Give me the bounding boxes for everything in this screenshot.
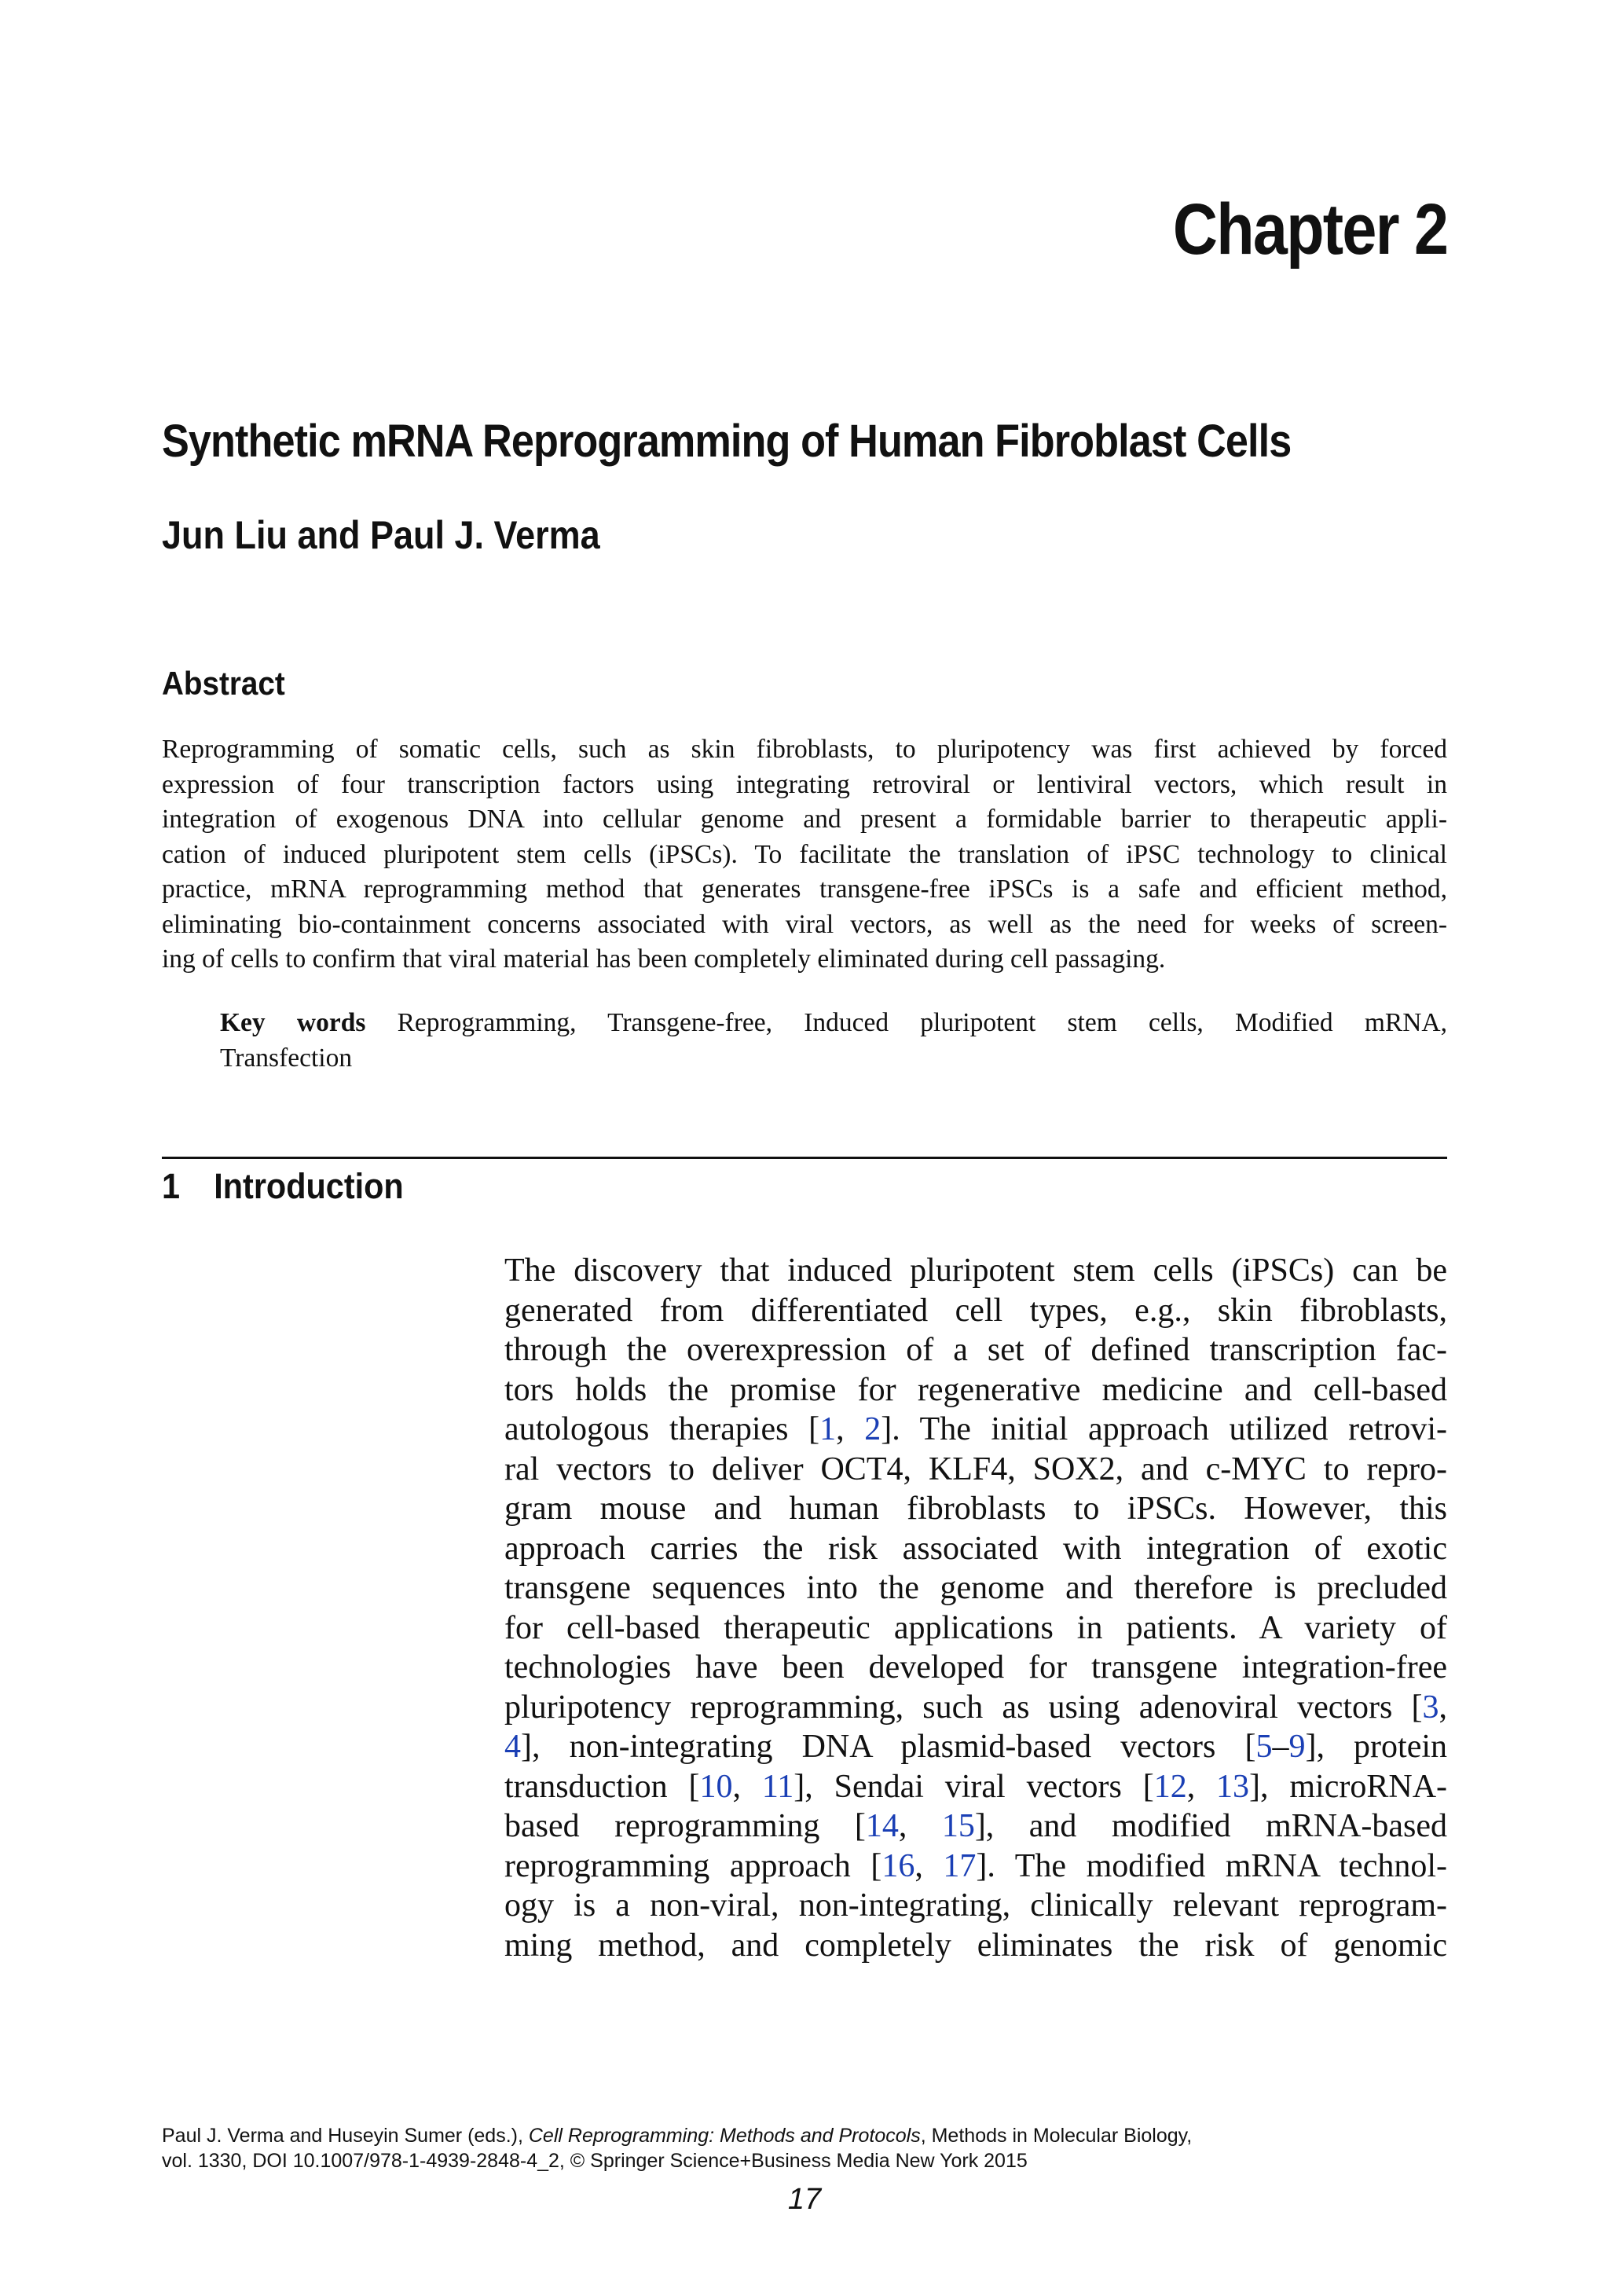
intro-line: for cell-based therapeutic applications in patients. A variety of: [504, 1609, 1447, 1646]
abstract-line: Reprogramming of somatic cells, such as skin fibroblasts, to pluripotency was first achieved by forced: [162, 735, 1447, 764]
intro-line: pluripotency reprogramming, such as using adenoviral vectors [3,: [504, 1689, 1447, 1726]
intro-line: generated from differentiated cell types, e.g., skin fibroblasts,: [504, 1292, 1447, 1329]
intro-line: autologous therapies [1, 2]. The initial approach utilized retrovi-: [504, 1411, 1448, 1447]
abstract-line: practice, mRNA reprogramming method that generates transgene-free iPSCs is a safe and efficient method,: [162, 875, 1447, 904]
abstract-line: ing of cells to confirm that viral material has been completely eliminated during cell passaging.: [162, 944, 1166, 974]
citation-link[interactable]: 3: [1422, 1689, 1439, 1726]
citation-link[interactable]: 4: [504, 1729, 521, 1765]
intro-line: technologies have been developed for transgene integration-free: [504, 1649, 1447, 1685]
abstract-line: integration of exogenous DNA into cellular genome and present a formidable barrier to therapeutic appli-: [162, 805, 1447, 834]
intro-line: ming method, and completely eliminates the risk of genomic: [504, 1927, 1447, 1964]
section-number: 1: [162, 1166, 181, 1206]
footer-line: Paul J. Verma and Huseyin Sumer (eds.), Cell Reprogramming: Methods and Protocols, Methods in Molecular Biology,: [162, 2125, 1193, 2147]
abstract-line: expression of four transcription factors using integrating retroviral or lentiviral vectors, which result in: [162, 769, 1447, 799]
authors: Jun Liu and Paul J. Verma: [162, 513, 600, 557]
keywords-text: Reprogramming, Transgene-free, Induced pluripotent stem cells, Modified mRNA,: [397, 1008, 1447, 1037]
keywords-line: [220, 1006, 1447, 1041]
intro-line: approach carries the risk associated with integration of exotic: [504, 1530, 1447, 1567]
section-title: Introduction: [214, 1166, 404, 1206]
intro-line: through the overexpression of a set of defined transcription fac-: [504, 1332, 1447, 1368]
footer-line: vol. 1330, DOI 10.1007/978-1-4939-2848-4_2, © Springer Science+Business Media New York 2015: [162, 2150, 1028, 2172]
citation-footer: [162, 2123, 1192, 2173]
citation-link[interactable]: 1: [819, 1411, 837, 1447]
keywords: [220, 1006, 1447, 1076]
citation-link[interactable]: 5: [1255, 1729, 1273, 1765]
citation-link[interactable]: 16: [881, 1847, 915, 1884]
intro-line: gram mouse and human fibroblasts to iPSCs. However, this: [504, 1491, 1447, 1527]
citation-link[interactable]: 17: [943, 1847, 977, 1884]
intro-line: 4], non-integrating DNA plasmid-based vectors [5–9], protein: [504, 1729, 1447, 1765]
citation-link[interactable]: 14: [865, 1808, 899, 1844]
citation-link[interactable]: 15: [941, 1808, 975, 1844]
chapter-label: Chapter 2: [1172, 189, 1447, 270]
introduction-body: [504, 1251, 1447, 1965]
intro-line: The discovery that induced pluripotent stem cells (iPSCs) can be: [504, 1253, 1447, 1289]
citation-link[interactable]: 11: [761, 1768, 794, 1805]
citation-link[interactable]: 2: [864, 1411, 881, 1447]
chapter-title: Synthetic mRNA Reprogramming of Human Fibroblast Cells: [162, 416, 1292, 467]
section-rule: [162, 1157, 1447, 1159]
citation-link[interactable]: 13: [1216, 1768, 1250, 1805]
citation-link[interactable]: 9: [1288, 1729, 1306, 1765]
keywords-line: Transfection: [220, 1043, 353, 1073]
book-title: Cell Reprogramming: Methods and Protocols: [528, 2125, 921, 2147]
abstract-heading: Abstract: [162, 665, 285, 702]
intro-line: reprogramming approach [16, 17]. The modified mRNA technol-: [504, 1847, 1447, 1884]
intro-line: ral vectors to deliver OCT4, KLF4, SOX2, and c-MYC to repro-: [504, 1451, 1447, 1487]
citation-link[interactable]: 10: [699, 1768, 733, 1805]
abstract-line: cation of induced pluripotent stem cells (iPSCs). To facilitate the translation of iPSC technology to clinical: [162, 839, 1447, 869]
citation-link[interactable]: 12: [1153, 1768, 1187, 1805]
intro-line: transduction [10, 11], Sendai viral vectors [12, 13], microRNA-: [504, 1768, 1448, 1805]
intro-line: based reprogramming [14, 15], and modified mRNA-based: [504, 1808, 1447, 1844]
section-heading: [162, 1166, 404, 1207]
intro-line: tors holds the promise for regenerative medicine and cell-based: [504, 1371, 1447, 1408]
keywords-label: Key words: [220, 1008, 366, 1037]
page-number: 17: [787, 2183, 822, 2216]
intro-line: transgene sequences into the genome and therefore is precluded: [504, 1570, 1447, 1606]
intro-line: ogy is a non-viral, non-integrating, clinically relevant reprogram-: [504, 1887, 1447, 1924]
abstract-line: eliminating bio-containment concerns associated with viral vectors, as well as the need for weeks of screen-: [162, 909, 1447, 939]
abstract-body: [162, 732, 1447, 977]
